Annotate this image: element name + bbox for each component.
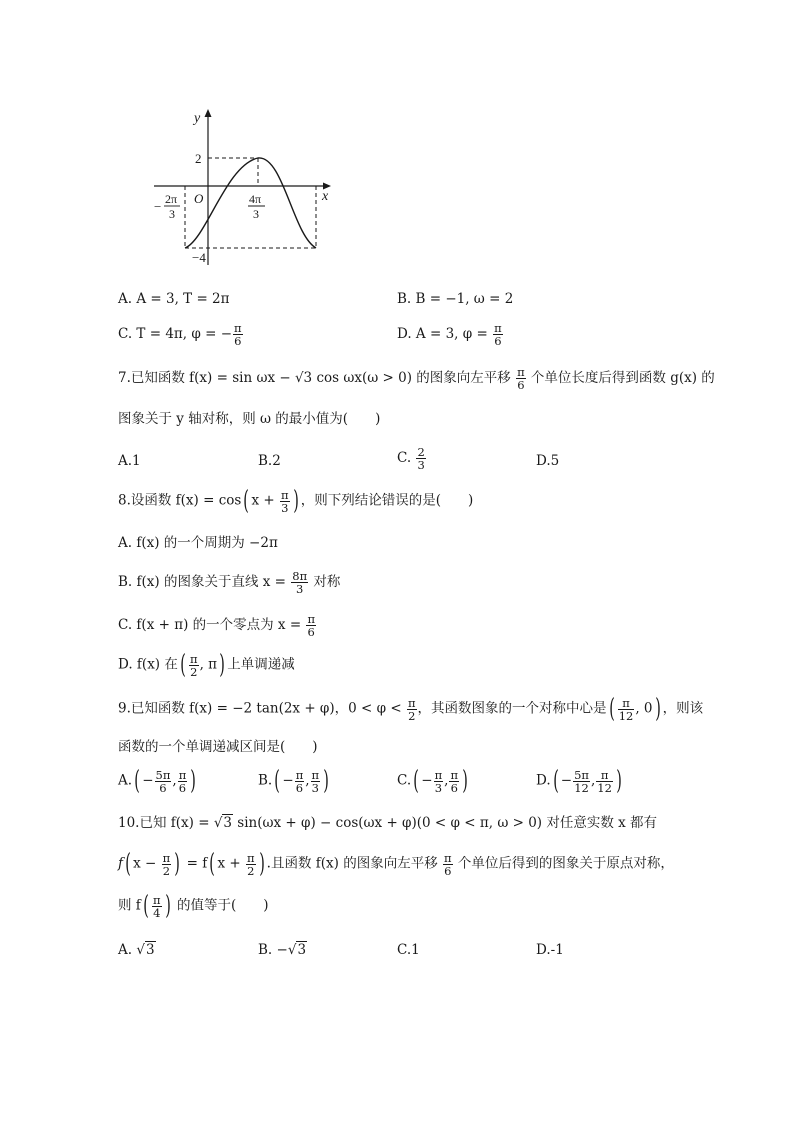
q8-stem-text-b: ，则下列结论错误的是( ) (300, 492, 474, 509)
paren-right: ) (190, 766, 197, 796)
q9-stem-line2: 函数的一个单调递减区间是( ) (118, 739, 318, 755)
frac-2 (311, 769, 321, 794)
sqrt-radicand: 3 (297, 942, 307, 958)
tick-left-sign: − (154, 199, 162, 214)
frac-num: π (494, 321, 502, 335)
frac-den: 6 (517, 378, 525, 392)
origin-label: O (194, 191, 204, 206)
frac-1 (295, 769, 305, 794)
frac-den: 3 (417, 458, 425, 472)
q10-text-a: 10.已知 f(x) = (118, 815, 214, 831)
q10-frac-1 (162, 852, 172, 877)
paren-right: ) (292, 486, 299, 516)
q8-d-post: 上单调递减 (227, 656, 295, 673)
tick-neg4: −4 (192, 250, 206, 265)
q10-f: f (118, 855, 123, 872)
paren-left: ( (552, 766, 559, 796)
frac-den: 6 (494, 334, 502, 348)
frac-den: 6 (178, 780, 187, 795)
q6-d-fraction (493, 322, 503, 347)
paren-right: ) (462, 766, 468, 796)
q6-option-c[interactable] (118, 322, 244, 347)
frac-den: 6 (159, 780, 167, 795)
frac-den: 6 (307, 625, 315, 639)
paren-right: ) (164, 891, 171, 921)
y-axis-arrow (205, 109, 212, 117)
frac-num: π (162, 850, 171, 865)
frac-den: 2 (408, 708, 416, 723)
q8-d-text: D. f(x) 在 (118, 656, 178, 673)
q7-stem-line1 (118, 366, 715, 391)
q7-option-a[interactable]: A.1 (118, 453, 141, 469)
q7-option-d[interactable]: D.5 (536, 453, 560, 469)
frac-num: π (450, 767, 459, 782)
paren-right: ) (654, 694, 661, 724)
frac-den: 6 (295, 780, 304, 795)
q9-center-post: , 0 (635, 700, 653, 717)
frac-num: π (152, 892, 161, 907)
frac-den: 12 (597, 780, 612, 795)
frac-den: 3 (281, 500, 289, 515)
frac-num: 2 (417, 445, 425, 459)
sqrt-radicand: 3 (223, 815, 233, 831)
q10-inner-1: x − (133, 855, 161, 872)
tick-left-den: 3 (169, 207, 175, 221)
frac-den: 6 (234, 334, 242, 348)
frac-num: π (295, 767, 304, 782)
frac-2 (449, 769, 459, 794)
q7-stem-text-b: 个单位长度后得到函数 g(x) 的 (526, 370, 715, 386)
q6-c-fraction (233, 322, 243, 347)
q10-option-b[interactable]: B. −√3 (258, 942, 307, 958)
q7-stem-line2: 图象关于 y 轴对称，则 ω 的最小值为( ) (118, 411, 381, 427)
x-axis-label: x (322, 189, 329, 204)
q9-option-a[interactable]: A.( − $\frac{5\pi}{6}$ , $\frac{\pi}{6}$ ) (118, 766, 197, 796)
tick-left-num: 2π (165, 192, 178, 206)
q8-option-a[interactable]: A. f(x) 的一个周期为 −2π (118, 535, 278, 551)
tick-right-den: 3 (253, 207, 259, 221)
q9-stem-text-b: ，其函数图象的一个对称中心是 (417, 700, 607, 717)
frac-num: 5π (574, 767, 589, 782)
q10-option-d[interactable]: D.-1 (536, 942, 564, 958)
q9-center-fraction (618, 697, 635, 722)
q9-stem-text-a: 9.已知函数 f(x) = −2 tan(2x + φ)，0 < φ < (118, 700, 406, 717)
q10-l3-fraction (152, 894, 162, 919)
q10-text-d: 个单位后得到的图象关于原点对称， (453, 855, 674, 872)
frac-den: 3 (296, 582, 304, 596)
q8-stem-inner: x + (251, 492, 279, 509)
q8-stem-text-a: 8.设函数 f(x) = cos (118, 492, 242, 509)
frac-den: 2 (247, 863, 255, 878)
q9-stem-line1 (118, 696, 703, 722)
q10-l3-text-a: 则 f (118, 897, 141, 914)
q8-d-mid: , π (199, 656, 218, 673)
q8-b-text: B. f(x) 的图象关于直线 x = (118, 574, 291, 590)
q8-stem (118, 488, 473, 514)
frac-num: π (618, 697, 635, 710)
frac-num: 5π (155, 767, 171, 782)
option-label: D. (536, 772, 551, 789)
q8-option-c[interactable] (118, 613, 317, 638)
frac-num: π (281, 487, 289, 502)
q6-option-b[interactable]: B. B = −1, ω = 2 (397, 291, 514, 307)
function-graph (148, 105, 338, 270)
q10-inner-2: x + (217, 855, 245, 872)
q8-b-fraction (291, 570, 308, 595)
option-label: C. (397, 772, 412, 789)
q10-stem-line3 (118, 893, 269, 919)
frac-2 (596, 769, 613, 794)
paren-right: ) (616, 766, 622, 796)
q10-frac-2 (246, 852, 256, 877)
paren-right: ) (174, 849, 181, 879)
q6-d-text: D. A = 3, φ = (397, 326, 493, 342)
frac-1 (573, 769, 590, 794)
frac-den: 12 (618, 708, 634, 723)
paren-left: ( (143, 891, 149, 921)
q10-frac-3 (443, 852, 453, 877)
q7-c-label: C. (397, 450, 416, 466)
y-axis-label: y (194, 111, 201, 126)
frac-num: π (596, 769, 613, 782)
q9-option-c[interactable]: C.( − $\frac{\pi}{3}$ , $\frac{\pi}{6}$ ) (397, 766, 468, 796)
q6-option-a[interactable]: A. A = 3, T = 2π (118, 291, 230, 307)
q8-b-post: 对称 (309, 574, 341, 590)
option-label: B. (258, 772, 273, 789)
frac-1 (155, 769, 172, 794)
frac-2 (178, 769, 188, 794)
frac-num: π (190, 651, 198, 666)
frac-num: π (234, 321, 242, 335)
frac-den: 2 (190, 664, 198, 679)
paren-left: ( (180, 650, 186, 680)
q9-stem-text-c: ，则该 (662, 700, 704, 717)
q8-option-d[interactable] (118, 652, 295, 678)
q10-eq: = f (182, 855, 208, 872)
q8-stem-fraction (280, 489, 290, 514)
paren-left: ( (608, 694, 615, 724)
q7-option-b[interactable]: B.2 (258, 453, 281, 469)
q6-option-d[interactable] (397, 322, 504, 347)
q8-c-text: C. f(x + π) 的一个零点为 x = (118, 617, 306, 633)
frac-den: 12 (574, 780, 589, 795)
q8-c-fraction (306, 613, 316, 638)
q10-text-c: .且函数 f(x) 的图象向左平移 (266, 855, 442, 872)
frac-den: 6 (444, 863, 452, 878)
frac-num: π (311, 767, 320, 782)
q10-stem-line1: 10.已知 f(x) = √3 sin(ωx + φ) − cos(ωx + φ)(0 < φ < π, ω > 0) 对任意实数 x 都有 (118, 815, 658, 831)
q10-l3-text-b: 的值等于( ) (172, 897, 269, 914)
q8-option-b[interactable] (118, 570, 340, 595)
option-label: A. (118, 942, 137, 958)
frac-num: π (178, 767, 187, 782)
frac-den: 4 (153, 905, 161, 920)
frac-den: 3 (434, 780, 443, 795)
q7-option-c[interactable] (397, 446, 427, 471)
q8-d-fraction (189, 653, 199, 678)
q7-c-fraction (416, 446, 425, 471)
q9-stem-fraction (407, 697, 417, 722)
paren-left: ( (413, 766, 420, 796)
option-label: A. (118, 772, 133, 789)
frac-num: 8π (292, 569, 308, 583)
sqrt-radicand: 3 (145, 942, 155, 958)
q10-option-c[interactable]: C.1 (397, 942, 420, 958)
paren-right: ) (219, 650, 225, 680)
option-label: B. − (258, 942, 288, 958)
q7-stem-text-a: 7.已知函数 f(x) = sin ωx − √3 cos ωx(ω > 0) 的图象向左平移 (118, 370, 516, 386)
tick-2: 2 (195, 151, 202, 166)
paren-right: ) (323, 766, 329, 796)
frac-num: π (307, 612, 315, 626)
frac-den: 3 (311, 780, 319, 795)
frac-den: 2 (162, 863, 171, 878)
q6-c-text: C. T = 4π, φ = − (118, 326, 233, 342)
q10-stem-line2 (118, 851, 674, 877)
paren-left: ( (125, 849, 131, 879)
q10-text-b: sin(ωx + φ) − cos(ωx + φ)(0 < φ < π, ω > 0) 对任意实数 x 都有 (233, 815, 658, 831)
frac-num: π (443, 850, 452, 865)
paren-left: ( (134, 766, 140, 796)
q9-option-d[interactable]: D.( − $\frac{5\pi}{12}$ , $\frac{\pi}{12}$ ) (536, 766, 622, 796)
frac-num: π (434, 767, 443, 782)
frac-den: 6 (450, 780, 458, 795)
q9-option-b[interactable]: B.( − $\frac{\pi}{6}$ , $\frac{\pi}{3}$ ) (258, 766, 329, 796)
paren-left: ( (209, 849, 216, 879)
frac-num: π (517, 365, 525, 379)
frac-num: π (407, 695, 416, 710)
tick-right-num: 4π (249, 192, 262, 206)
q10-option-a[interactable]: A. √3 (118, 942, 155, 958)
paren-right: ) (258, 849, 265, 879)
frac-1 (434, 769, 444, 794)
q7-stem-fraction (516, 366, 526, 391)
paren-left: ( (274, 766, 281, 796)
paren-left: ( (243, 486, 250, 516)
frac-num: π (246, 850, 255, 865)
